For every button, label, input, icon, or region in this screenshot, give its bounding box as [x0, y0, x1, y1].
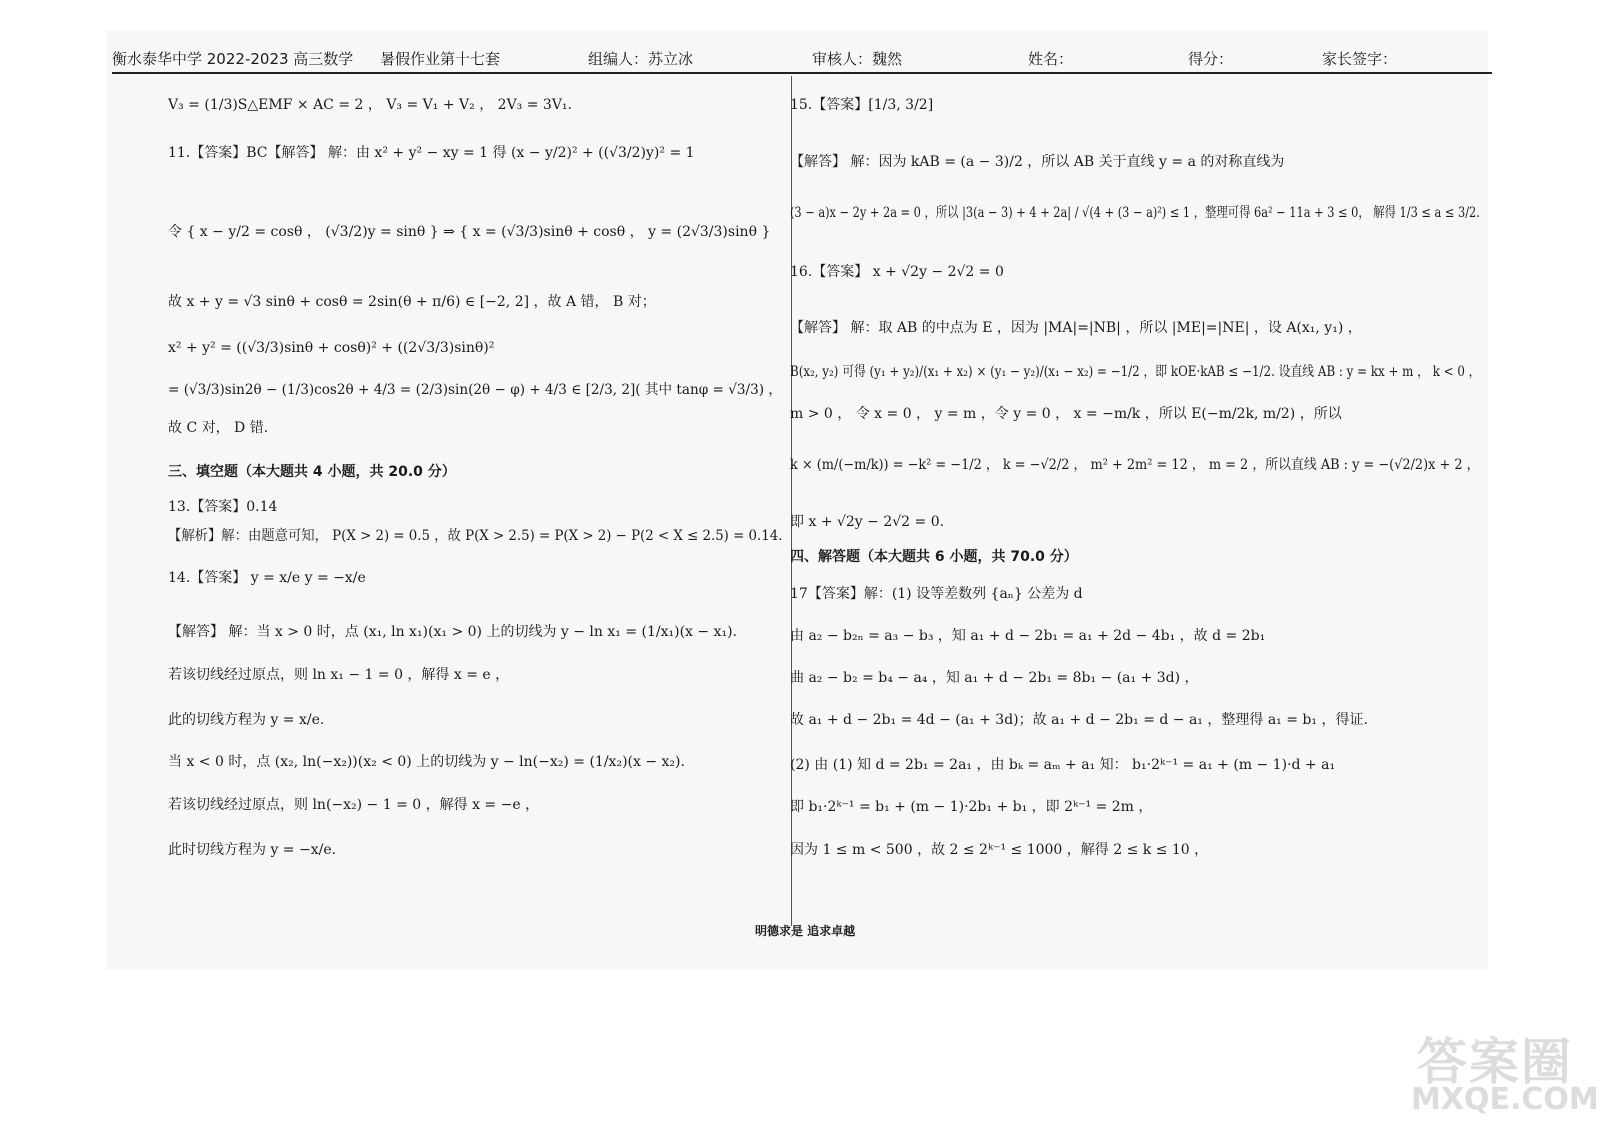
- header-editor: 组编人：苏立冰: [588, 50, 694, 68]
- section-heading: 四、解答题（本大题共 6 小题，共 70.0 分）: [790, 549, 1078, 565]
- left-line: 故 C 对， D 错．: [168, 420, 278, 436]
- page-footer: 明德求是 追求卓越: [755, 924, 856, 938]
- left-line: 【解析】解：由题意可知， P(X > 2) = 0.5 ，故 P(X > 2.5) = P(X > 2) − P(2 < X ≤ 2.5) = 0.14.: [168, 528, 783, 544]
- header-reviewer: 审核人：魏然: [812, 50, 903, 68]
- right-line: 曲 a₂ − b₂ = b₄ − a₄ ，知 a₁ + d − 2b₁ = 8b₁ − (a₁ + 3d) ，: [790, 670, 1199, 686]
- header-divider: [112, 72, 1492, 74]
- right-line: 【解答】 解：因为 kAB = (a − 3)/2 ，所以 AB 关于直线 y = a 的对称直线为: [790, 154, 1285, 170]
- watermark-text: 答案圈: [1417, 1033, 1573, 1091]
- left-line: 令 { x − y/2 = cosθ ， (√3/2)y = sinθ } ⇒ { x = (√3/3)sinθ + cosθ ， y = (2√3/3)sinθ }: [168, 224, 771, 240]
- right-line: (3 − a)x − 2y + 2a = 0 ，所以 |3(a − 3) + 4 + 2a| / √(4 + (3 − a)²) ≤ 1 ，整理可得 6a² − 11a + 3 ≤ 0， 解得 1/3 ≤ a ≤ 3/2.: [790, 205, 1480, 221]
- right-line: B(x₂, y₂) 可得 (y₁ + y₂)/(x₁ + x₂) × (y₁ − y₂)/(x₁ − x₂) = −1/2 ，即 kOE·kAB ≤ −1/2. 设直线 AB : y = kx + m ， k < 0 ，: [790, 364, 1481, 380]
- page-header: [112, 46, 1490, 72]
- right-line: 即 b₁·2ᵏ⁻¹ = b₁ + (m − 1)·2b₁ + b₁ ，即 2ᵏ⁻¹ = 2m ，: [790, 799, 1153, 815]
- right-line: 17【答案】解：(1) 设等差数列 {aₙ} 公差为 d: [790, 586, 1083, 602]
- left-line: 11.【答案】BC【解答】 解：由 x² + y² − xy = 1 得 (x − y/2)² + ((√3/2)y)² = 1: [168, 145, 695, 161]
- left-line: = (√3/3)sin2θ − (1/3)cos2θ + 4/3 = (2/3)sin(2θ − φ) + 4/3 ∈ [2/3, 2]( 其中 tanφ = √3/3) ，: [168, 382, 782, 398]
- left-line: 若该切线经过原点，则 ln x₁ − 1 = 0 ，解得 x = e ，: [168, 667, 510, 683]
- header-parent-signature-label: 家长签字：: [1322, 50, 1398, 68]
- left-line: V₃ = (1/3)S△EMF × AC = 2 ， V₃ = V₁ + V₂ ， 2V₃ = 3V₁.: [168, 97, 572, 113]
- left-line: 13.【答案】0.14: [168, 499, 278, 515]
- left-line: 此时切线方程为 y = −x/e.: [168, 842, 337, 858]
- right-line: 即 x + √2y − 2√2 = 0.: [790, 514, 945, 530]
- right-line: (2) 由 (1) 知 d = 2b₁ = 2a₁ ，由 bₖ = aₘ + a₁ 知： b₁·2ᵏ⁻¹ = a₁ + (m − 1)·d + a₁: [790, 757, 1336, 773]
- watermark-url: MXQE.COM: [1411, 1082, 1599, 1117]
- header-name-label: 姓名：: [1028, 50, 1074, 68]
- left-line: 故 x + y = √3 sinθ + cosθ = 2sin(θ + π/6) ∈ [−2, 2] ，故 A 错， B 对；: [168, 294, 656, 310]
- right-line: 16.【答案】 x + √2y − 2√2 = 0: [790, 264, 1004, 280]
- left-line: 此的切线方程为 y = x/e.: [168, 712, 325, 728]
- right-line: m > 0 ， 令 x = 0 ， y = m ，令 y = 0 ， x = −m/k ，所以 E(−m/2k, m/2) ，所以: [790, 406, 1342, 422]
- left-line: 【解答】 解：当 x > 0 时，点 (x₁, ln x₁)(x₁ > 0) 上的切线为 y − ln x₁ = (1/x₁)(x − x₁).: [168, 624, 737, 640]
- header-score-label: 得分：: [1188, 50, 1234, 68]
- left-line: 当 x < 0 时，点 (x₂, ln(−x₂))(x₂ < 0) 上的切线为 y − ln(−x₂) = (1/x₂)(x − x₂).: [168, 754, 685, 770]
- header-school: 衡水泰华中学 2022-2023 高三数学: [112, 50, 354, 68]
- right-line: 因为 1 ≤ m < 500 ，故 2 ≤ 2ᵏ⁻¹ ≤ 1000 ，解得 2 ≤ k ≤ 10 ，: [790, 842, 1209, 858]
- right-line: k × (m/(−m/k)) = −k² = −1/2 ， k = −√2/2 ， m² + 2m² = 12 ， m = 2 ，所以直线 AB : y = −(√2/2)x + 2 ，: [790, 457, 1480, 473]
- right-line: 15.【答案】[1/3, 3/2]: [790, 97, 934, 113]
- left-line: 14.【答案】 y = x/e y = −x/e: [168, 570, 366, 586]
- right-line: 由 a₂ − b₂ₙ = a₃ − b₃ ，知 a₁ + d − 2b₁ = a₁ + 2d − 4b₁ ，故 d = 2b₁: [790, 628, 1266, 644]
- section-heading: 三、填空题（本大题共 4 小题，共 20.0 分）: [168, 464, 456, 480]
- left-line: x² + y² = ((√3/3)sinθ + cosθ)² + ((2√3/3)sinθ)²: [168, 340, 495, 356]
- watermark-logo: [1405, 1022, 1599, 1120]
- left-line: 若该切线经过原点，则 ln(−x₂) − 1 = 0 ，解得 x = −e ，: [168, 797, 540, 813]
- right-line: 【解答】 解：取 AB 的中点为 E ，因为 |MA|=|NB| ，所以 |ME|=|NE| ，设 A(x₁, y₁) ，: [790, 320, 1362, 336]
- header-assignment: 暑假作业第十七套: [380, 50, 501, 68]
- right-line: 故 a₁ + d − 2b₁ = 4d − (a₁ + 3d)；故 a₁ + d − 2b₁ = d − a₁ ，整理得 a₁ = b₁ ，得证.: [790, 712, 1368, 728]
